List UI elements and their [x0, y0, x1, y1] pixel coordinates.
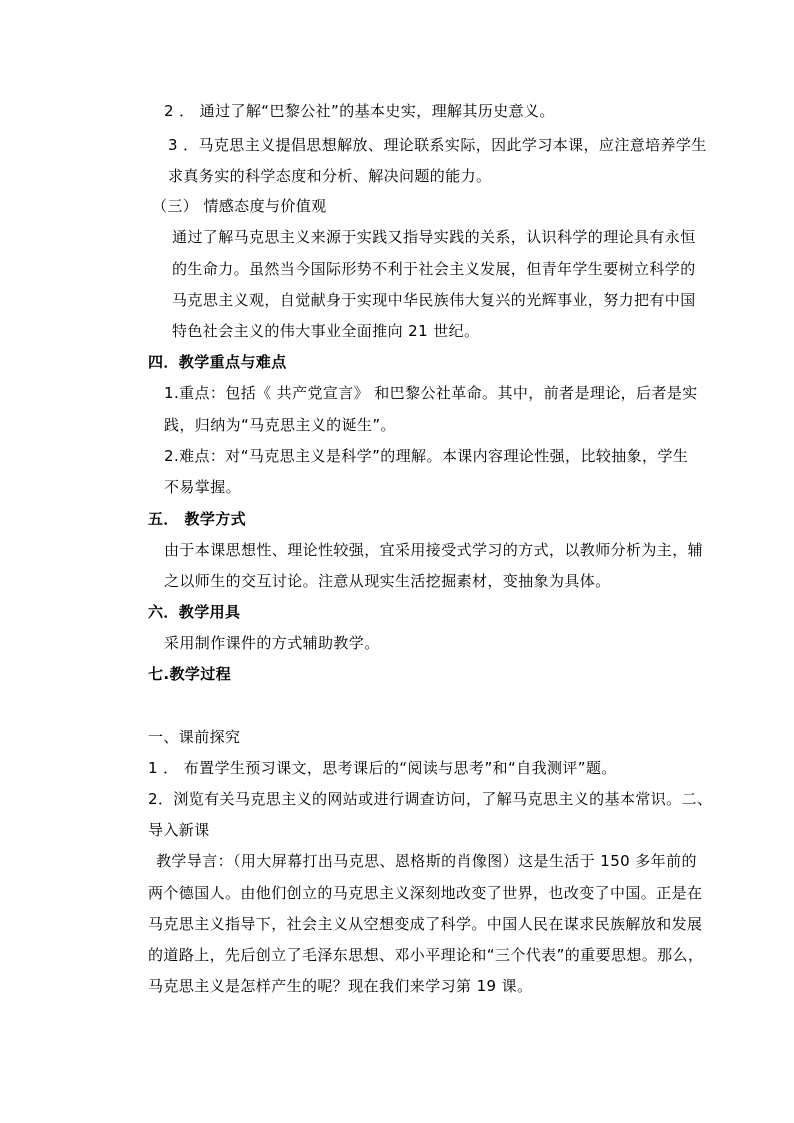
key-point-1-cont: 践，归纳为“马克思主义的诞生”。: [164, 416, 396, 434]
key-point-1: 1.重点：包括《 共产党宣言》 和巴黎公社革命。其中，前者是理论，后者是实: [164, 384, 698, 402]
emotion-para-2: 的生命力。虽然当今国际形势不利于社会主义发展，但青年学生要树立科学的: [172, 260, 696, 278]
intro-para-4: 的道路上，先后创立了毛泽东思想、邓小平理论和“三个代表”的重要思想。那么，: [148, 946, 704, 964]
objective-3: 3 ．马克思主义提倡思想解放、理论联系实际，因此学习本课，应注意培养学生: [168, 136, 707, 154]
emotion-para-1: 通过了解马克思主义来源于实践又指导实践的关系，认识科学的理论具有永恒: [172, 228, 696, 246]
section-emotion-heading: （三） 情感态度与价值观: [152, 197, 327, 215]
intro-para-2: 两个德国人。由他们创立的马克思主义深刻地改变了世界，也改变了中国。正是在: [148, 884, 703, 902]
intro-para-1: 教学导言：（用大屏幕打出马克思、恩格斯的肖像图）这是生活于 150 多年前的: [156, 852, 697, 870]
section-5-heading: 五． 教学方式: [148, 510, 247, 528]
key-point-2: 2.难点：对“马克思主义是科学”的理解。本课内容理论性强，比较抽象，学生: [164, 447, 689, 465]
key-point-2-cont: 不易掌握。: [164, 478, 242, 496]
section-7-heading: 七.教学过程: [148, 665, 232, 683]
objective-2: 2 ． 通过了解“巴黎公社”的基本史实，理解其历史意义。: [164, 102, 555, 120]
intro-para-3: 马克思主义指导下，社会主义从空想变成了科学。中国人民在谋求民族解放和发展: [148, 915, 703, 933]
intro-para-5: 马克思主义是怎样产生的呢？现在我们来学习第 19 课。: [148, 977, 533, 995]
intro-heading: 导入新课: [148, 821, 210, 839]
pre-class-item-2: 2．浏览有关马克思主义的网站或进行调查访问，了解马克思主义的基本常识。二、: [148, 790, 713, 808]
emotion-para-4: 特色社会主义的伟大事业全面推向 21 世纪。: [172, 322, 480, 340]
method-para-2: 之以师生的交互讨论。注意从现实生活挖掘素材，变抽象为具体。: [164, 572, 611, 590]
objective-3-cont: 求真务实的科学态度和分析、解决问题的能力。: [168, 167, 492, 185]
pre-class-heading: 一、课前探究: [148, 728, 241, 746]
pre-class-item-1: 1 ． 布置学生预习课文，思考课后的“阅读与思考”和“自我测评”题。: [148, 759, 617, 777]
section-4-heading: 四．教学重点与难点: [148, 353, 287, 371]
method-para-1: 由于本课思想性、理论性较强，宜采用接受式学习的方式，以教师分析为主，辅: [164, 541, 704, 559]
emotion-para-3: 马克思主义观，自觉献身于实现中华民族伟大复兴的光辉事业，努力把有中国: [172, 291, 696, 309]
tools-para: 采用制作课件的方式辅助教学。: [164, 634, 380, 652]
section-6-heading: 六．教学用具: [148, 603, 241, 621]
